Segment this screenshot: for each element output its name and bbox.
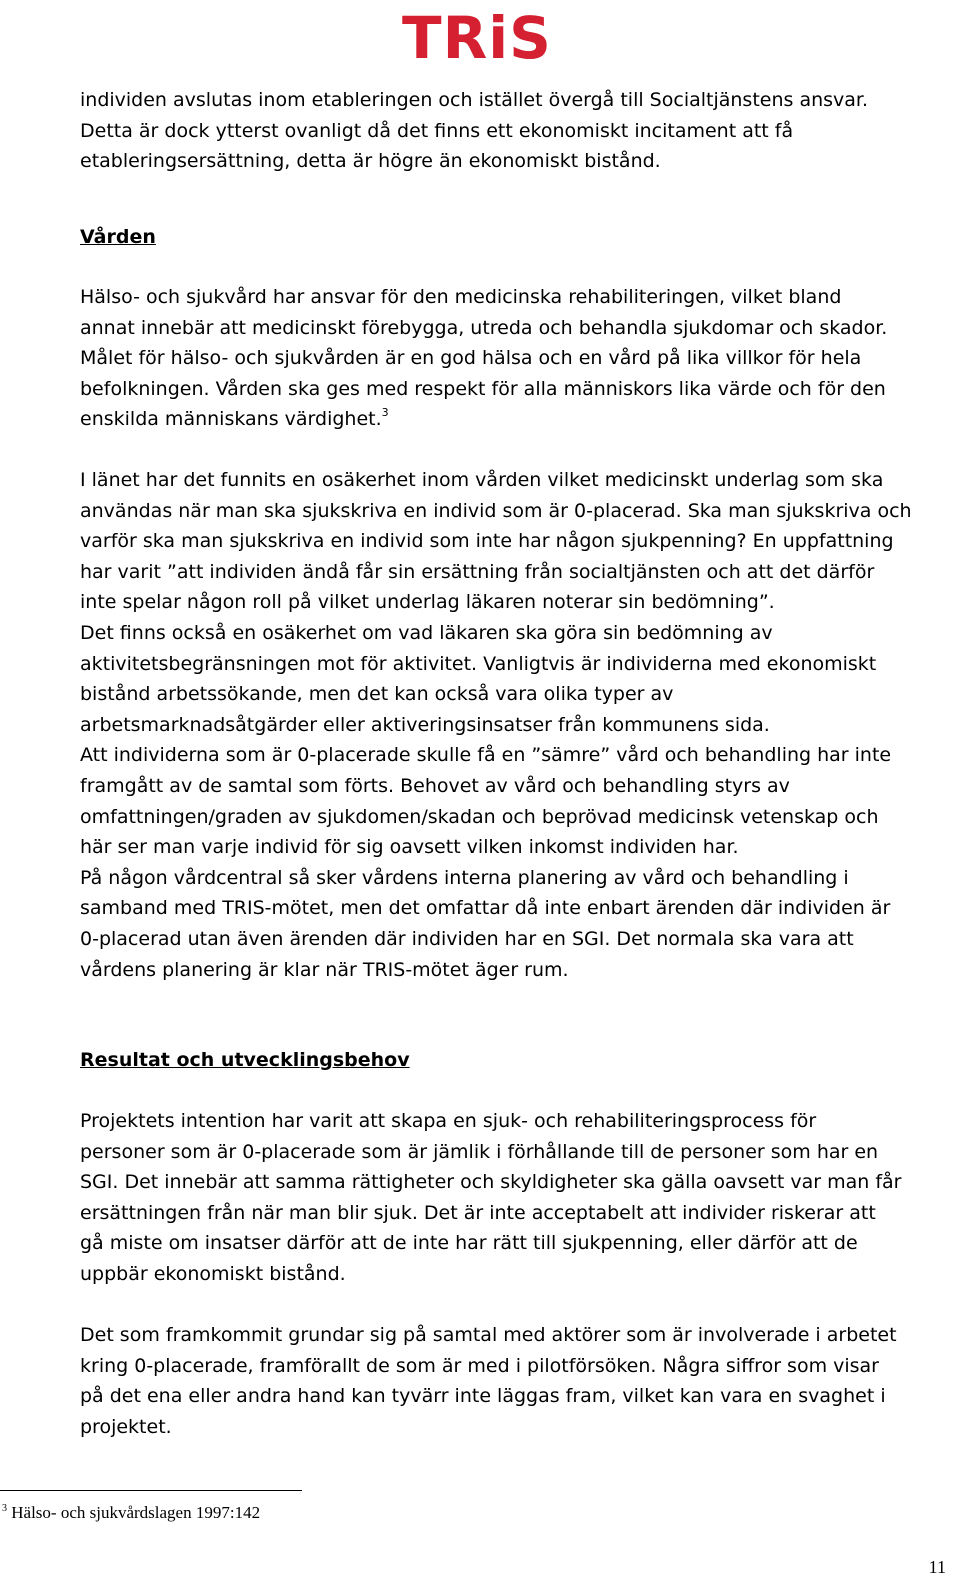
- text-line: vårdens planering är klar när TRIS-mötet äger rum.: [80, 958, 569, 981]
- text-line: samband med TRIS-mötet, men det omfattar då inte enbart ärenden där individen är: [80, 897, 891, 920]
- text-line: Det som framkommit grundar sig på samtal med aktörer som är involverade i arbetet: [80, 1324, 897, 1346]
- text-line: Hälso- och sjukvård har ansvar för den medicinska rehabiliteringen, vilket bland: [80, 286, 842, 308]
- text-line: Att individerna som är 0-placerade skulle få en ”sämre” vård och behandling har inte: [80, 744, 892, 767]
- intro-paragraph: [80, 85, 960, 177]
- text-line: Detta är dock ytterst ovanligt då det finns ett ekonomiskt incitament att få: [80, 119, 794, 142]
- text-line: har varit ”att individen ändå får sin ersättning från socialtjänsten och att det därför: [80, 560, 875, 583]
- text-line: Det finns också en osäkerhet om vad läkaren ska göra sin bedömning av: [80, 621, 773, 644]
- text-line: här ser man varje individ för sig oavsett vilken inkomst individen har.: [80, 836, 739, 859]
- resultat-paragraph-2: [80, 1320, 960, 1442]
- text-line: I länet har det funnits en osäkerhet inom vården vilket medicinskt underlag som ska: [80, 469, 884, 491]
- text-line: omfattningen/graden av sjukdomen/skadan och beprövad medicinsk vetenskap och: [80, 805, 879, 828]
- text-line: gå miste om insatser därför att de inte har rätt till sjukpenning, eller därför att de: [80, 1232, 858, 1255]
- varden-paragraph-2: [80, 465, 960, 985]
- text-line: 0-placerad utan även ärenden där individen har en SGI. Det normala ska vara att: [80, 927, 854, 950]
- text-line: befolkningen. Vården ska ges med respekt för alla människors lika värde och för den: [80, 377, 886, 400]
- text-line: personer som är 0-placerade som är jämlik i förhållande till de personer som har en: [80, 1140, 879, 1163]
- section-heading-varden: Vården: [80, 226, 156, 248]
- footnote-number: 3: [2, 1503, 7, 1514]
- text-line: individen avslutas inom etableringen och istället övergå till Socialtjänstens ansvar.: [80, 89, 869, 111]
- text-line: ersättningen från när man blir sjuk. Det är inte acceptabelt att individer riskerar att: [80, 1201, 876, 1224]
- footnote-reference[interactable]: 3: [381, 406, 389, 420]
- text-line: [80, 404, 960, 435]
- text-line: inte spelar någon roll på vilket underlag läkaren noterar sin bedömning”.: [80, 591, 775, 614]
- text-line: etableringsersättning, detta är högre än ekonomiskt bistånd.: [80, 150, 661, 173]
- section-heading-resultat: Resultat och utvecklingsbehov: [80, 1049, 410, 1071]
- text-line: aktivitetsbegränsningen mot för aktivitet. Vanligtvis är individerna med ekonomiskt: [80, 652, 877, 675]
- text-line: annat innebär att medicinskt förebygga, utreda och behandla sjukdomar och skador.: [80, 316, 888, 339]
- text-line: På någon vårdcentral så sker vårdens interna planering av vård och behandling i: [80, 866, 849, 889]
- text-line: arbetsmarknadsåtgärder eller aktiveringsinsatser från kommunens sida.: [80, 713, 770, 736]
- resultat-paragraph-1: [80, 1106, 960, 1290]
- footnote-text: Hälso- och sjukvårdslagen 1997:142: [7, 1503, 261, 1522]
- varden-paragraph-1: [80, 282, 960, 435]
- text-line: projektet.: [80, 1415, 172, 1438]
- tris-logo-text: TRiS: [402, 6, 552, 62]
- page-number: 11: [928, 1557, 946, 1577]
- footnote-divider: [0, 1490, 302, 1491]
- text-line: användas när man ska sjukskriva en individ som är 0-placerad. Ska man sjukskriva och: [80, 499, 912, 522]
- text-line: varför ska man sjukskriva en individ som inte har någon sjukpenning? En uppfattning: [80, 530, 894, 553]
- text-line: framgått av de samtal som förts. Behovet av vård och behandling styrs av: [80, 774, 790, 797]
- text-line: SGI. Det innebär att samma rättigheter och skyldigheter ska gälla oavsett var man får: [80, 1171, 902, 1194]
- text-line: på det ena eller andra hand kan tyvärr inte läggas fram, vilket kan vara en svaghet i: [80, 1385, 886, 1408]
- text-line: Projektets intention har varit att skapa en sjuk- och rehabiliteringsprocess för: [80, 1110, 817, 1132]
- tris-logo: [402, 6, 562, 62]
- text-line: uppbär ekonomiskt bistånd.: [80, 1262, 346, 1285]
- text-line: kring 0-placerade, framförallt de som är med i pilotförsöken. Några siffror som visar: [80, 1354, 879, 1377]
- text-line: bistånd arbetssökande, men det kan också vara olika typer av: [80, 683, 674, 706]
- text-line-content: enskilda människans värdighet.: [80, 408, 382, 431]
- footnote: [2, 1502, 260, 1524]
- text-line: Målet för hälso- och sjukvården är en god hälsa och en vård på lika villkor för hela: [80, 347, 862, 370]
